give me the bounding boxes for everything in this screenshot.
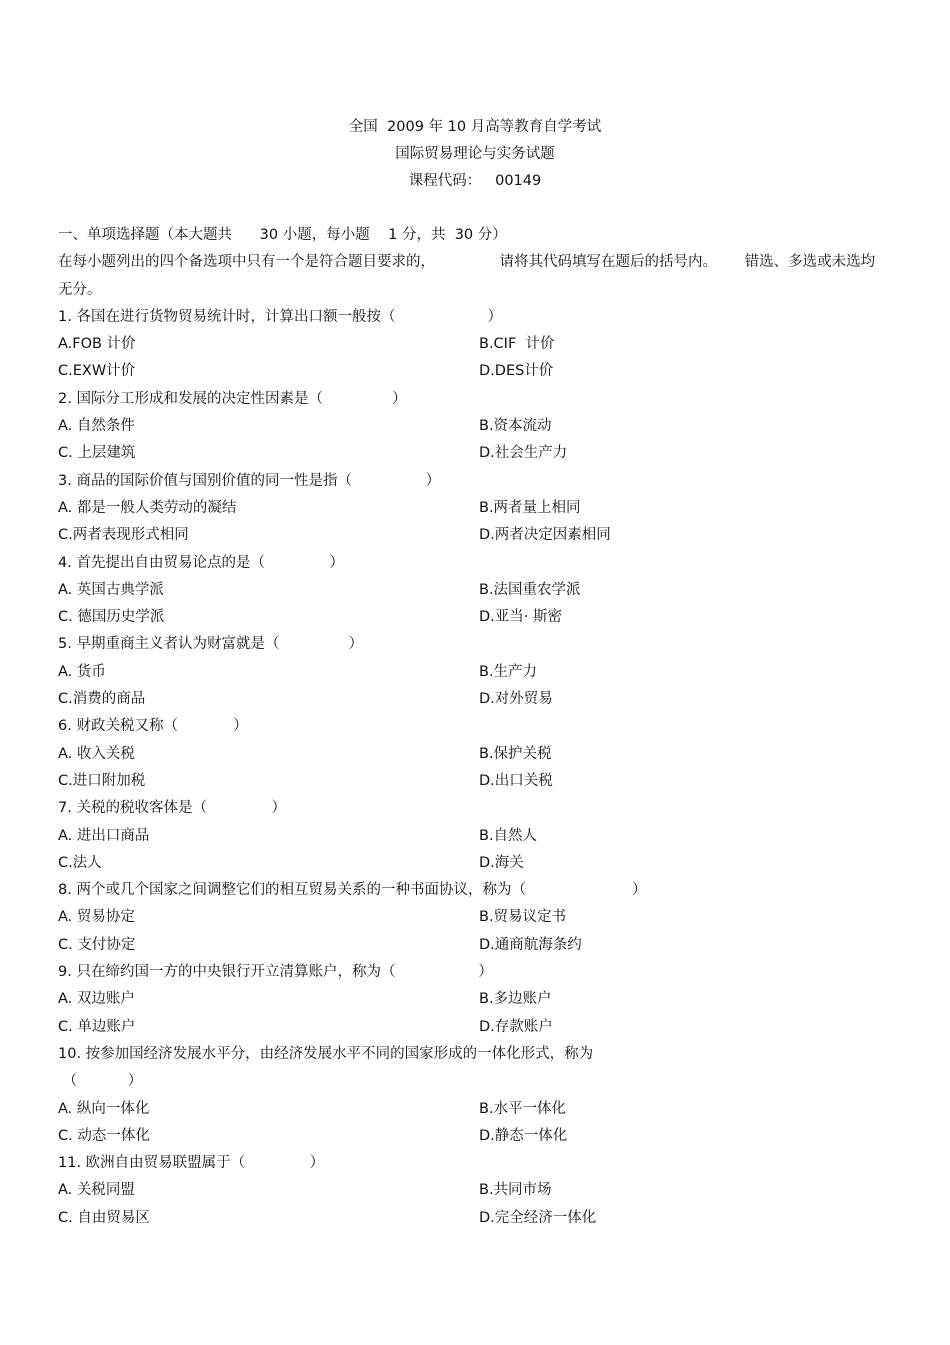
section-instruction-cont: 无分。 <box>58 281 102 298</box>
question-7-options-row-1 <box>58 823 888 850</box>
question-5-stem: 5. 早期重商主义者认为财富就是（ ） <box>58 636 364 653</box>
question-3-option-d: D.两者决定因素相同 <box>479 527 611 544</box>
question-11-option-c: C. 自由贸易区 <box>58 1209 150 1226</box>
question-5-options-row-2 <box>58 686 888 713</box>
question-5-option-b: B.生产力 <box>479 663 538 680</box>
course-code: 课程代码： 00149 <box>408 173 542 189</box>
question-7-option-a: A. 进出口商品 <box>58 827 150 844</box>
question-1-options-row-2 <box>58 358 888 385</box>
question-7-options-row-2 <box>58 850 888 877</box>
question-11-option-d: D.完全经济一体化 <box>479 1209 597 1226</box>
question-9-option-a: A. 双边账户 <box>58 991 135 1008</box>
subject-title: 国际贸易理论与实务试题 <box>395 146 555 162</box>
question-4-option-d: D.亚当· 斯密 <box>479 609 562 626</box>
exam-body <box>58 222 888 1232</box>
question-6-options-row-1 <box>58 741 888 768</box>
question-4-option-c: C. 德国历史学派 <box>58 609 165 626</box>
question-8-options-row-2 <box>58 932 888 959</box>
question-3-option-b: B.两者量上相同 <box>479 499 581 516</box>
question-6-option-a: A. 收入关税 <box>58 745 135 762</box>
question-8-option-c: C. 支付协定 <box>58 936 136 953</box>
question-9-options-row-2 <box>58 1014 888 1041</box>
question-11-options-row-2 <box>58 1205 888 1232</box>
question-2-options-row-2 <box>58 440 888 467</box>
question-1-option-d: D.DES计价 <box>479 363 554 380</box>
question-4-stem: 4. 首先提出自由贸易论点的是（ ） <box>58 554 344 571</box>
question-9-stem: 9. 只在缔约国一方的中央银行开立清算账户，称为（ ） <box>58 964 493 981</box>
question-2-option-a: A. 自然条件 <box>58 418 135 435</box>
question-2-option-d: D.社会生产力 <box>479 445 568 462</box>
question-9-option-b: B.多边账户 <box>479 991 552 1008</box>
question-4-options-row-1 <box>58 577 888 604</box>
question-8-options-row-1 <box>58 904 888 931</box>
question-7-stem: 7. 关税的税收客体是（ ） <box>58 800 286 817</box>
question-9-options-row-1 <box>58 986 888 1013</box>
question-3-stem: 3. 商品的国际价值与国别价值的同一性是指（ ） <box>58 472 441 489</box>
question-11-option-b: B.共同市场 <box>479 1182 552 1199</box>
question-10-stem: 10. 按参加国经济发展水平分，由经济发展水平不同的国家形成的一体化形式，称为 <box>58 1045 594 1062</box>
question-8-option-b: B.贸易议定书 <box>479 909 567 926</box>
question-6-stem: 6. 财政关税又称（ ） <box>58 718 248 735</box>
question-5-option-c: C.消费的商品 <box>58 691 146 708</box>
question-1-option-b: B.CIF 计价 <box>479 336 555 353</box>
question-9-option-c: C. 单边账户 <box>58 1018 136 1035</box>
question-1-stem: 1. 各国在进行货物贸易统计时，计算出口额一般按（ ） <box>58 308 503 325</box>
question-10-option-a: A. 纵向一体化 <box>58 1100 150 1117</box>
question-5-option-a: A. 货币 <box>58 663 106 680</box>
question-10-option-b: B.水平一体化 <box>479 1100 567 1117</box>
question-6-option-c: C.进口附加税 <box>58 772 146 789</box>
question-1-option-a: A.FOB 计价 <box>58 336 136 353</box>
question-10-options-row-2 <box>58 1123 888 1150</box>
question-5-options-row-1 <box>58 659 888 686</box>
question-10-option-d: D.静态一体化 <box>479 1127 568 1144</box>
question-6-options-row-2 <box>58 768 888 795</box>
question-3-option-c: C.两者表现形式相同 <box>58 527 189 544</box>
question-3-options-row-2 <box>58 522 888 549</box>
question-1-options-row-1 <box>58 331 888 358</box>
question-10-option-c: C. 动态一体化 <box>58 1127 150 1144</box>
question-5-option-d: D.对外贸易 <box>479 691 553 708</box>
question-7-option-b: B.自然人 <box>479 827 538 844</box>
question-8-stem: 8. 两个或几个国家之间调整它们的相互贸易关系的一种书面协议，称为（ ） <box>58 882 647 899</box>
question-4-option-a: A. 英国古典学派 <box>58 581 164 598</box>
question-2-stem: 2. 国际分工形成和发展的决定性因素是（ ） <box>58 390 407 407</box>
question-6-option-b: B.保护关税 <box>479 745 552 762</box>
question-3-option-a: A. 都是一般人类劳动的凝结 <box>58 499 237 516</box>
question-10-options-row-1 <box>58 1096 888 1123</box>
exam-header <box>0 114 950 195</box>
question-8-option-a: A. 贸易协定 <box>58 909 135 926</box>
question-1-option-c: C.EXW计价 <box>58 363 136 380</box>
question-6-option-d: D.出口关税 <box>479 772 553 789</box>
section-instruction: 在每小题列出的四个备选项中只有一个是符合题目要求的， 请将其代码填写在题后的括号内。 错选、多选或未选均 <box>58 254 876 271</box>
question-7-option-d: D.海关 <box>479 854 524 871</box>
question-11-option-a: A. 关税同盟 <box>58 1182 135 1199</box>
question-2-options-row-1 <box>58 413 888 440</box>
question-8-option-d: D.通商航海条约 <box>479 936 582 953</box>
question-4-options-row-2 <box>58 604 888 631</box>
question-2-option-b: B.资本流动 <box>479 418 552 435</box>
exam-title: 全国 2009 年 10 月高等教育自学考试 <box>348 119 602 135</box>
question-4-option-b: B.法国重农学派 <box>479 581 581 598</box>
question-7-option-c: C.法人 <box>58 854 102 871</box>
question-2-option-c: C. 上层建筑 <box>58 445 136 462</box>
question-11-stem: 11. 欧洲自由贸易联盟属于（ ） <box>58 1155 325 1172</box>
question-11-options-row-1 <box>58 1177 888 1204</box>
section-title: 一、单项选择题（本大题共 30 小题，每小题 1 分，共 30 分） <box>58 227 507 243</box>
question-9-option-d: D.存款账户 <box>479 1018 553 1035</box>
question-3-options-row-1 <box>58 495 888 522</box>
question-10-stem-cont: （ ） <box>58 1073 143 1090</box>
